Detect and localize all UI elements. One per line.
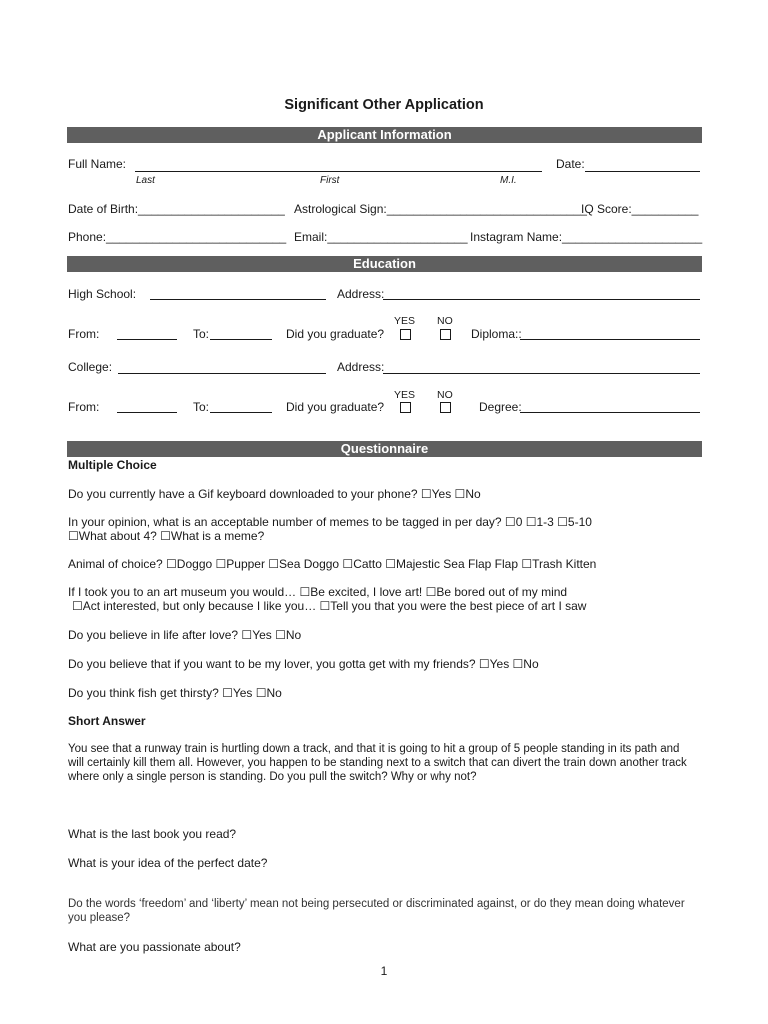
question-art-museum-options[interactable]: ☐Act interested, but only because I like you… ☐Tell you that you were the best piece of art I saw (72, 599, 587, 613)
short-answer-trolley: You see that a runway train is hurtling down a track, and that it is going to hit a group of 5 people standing in its path and will certainly kill them all. However, you happen to be standing next to a switch that can divert the train down another track where only a single person is standing. Do you pull the switch? Why or why not? (68, 743, 687, 783)
date-field[interactable] (585, 171, 700, 172)
hs-graduate-no-checkbox[interactable] (440, 329, 451, 340)
multiple-choice-heading: Multiple Choice (68, 458, 157, 472)
college-from-field[interactable] (117, 412, 177, 413)
hs-to-label: To: (193, 327, 210, 341)
hs-graduate-label: Did you graduate? (286, 327, 385, 341)
hs-graduate-yes-checkbox[interactable] (400, 329, 411, 340)
question-animal-choice[interactable]: Animal of choice? ☐Doggo ☐Pupper ☐Sea Doggo ☐Catto ☐Majestic Sea Flap Flap ☐Trash Kitten (68, 557, 597, 571)
short-answer-freedom: Do the words ‘freedom’ and ‘liberty’ mean not being persecuted or discriminated against, or do they mean doing whatever you please? (68, 898, 685, 924)
iq-score-field[interactable]: IQ Score:__________ (581, 202, 699, 216)
email-field[interactable]: Email:_____________________ (294, 230, 468, 244)
short-answer-last-book: What is the last book you read? (68, 827, 237, 841)
diploma-field[interactable] (520, 339, 700, 340)
college-field[interactable] (118, 373, 326, 374)
college-to-field[interactable] (210, 412, 272, 413)
hs-address-label: Address: (337, 287, 385, 301)
dob-field[interactable]: Date of Birth:______________________ (68, 202, 285, 216)
date-label: Date: (556, 157, 585, 171)
college-address-field[interactable] (383, 373, 700, 374)
degree-field[interactable] (520, 412, 700, 413)
page-number: 1 (380, 964, 388, 978)
question-lover-friends[interactable]: Do you believe that if you want to be my lover, you gotta get with my friends? ☐Yes ☐No (68, 657, 539, 671)
short-answer-perfect-date: What is your idea of the perfect date? (68, 856, 268, 870)
question-memes-options[interactable]: ☐What about 4? ☐What is a meme? (68, 529, 265, 543)
short-answer-heading: Short Answer (68, 714, 146, 728)
hs-no-heading: NO (437, 315, 453, 327)
hs-from-field[interactable] (117, 339, 177, 340)
college-from-label: From: (68, 400, 100, 414)
full-name-label: Full Name: (68, 157, 127, 171)
college-address-label: Address: (337, 360, 385, 374)
first-name-caption: First (320, 175, 340, 186)
last-name-caption: Last (136, 175, 155, 186)
college-label: College: (68, 360, 113, 374)
middle-initial-caption: M.I. (500, 175, 517, 186)
college-yes-heading: YES (394, 389, 416, 401)
question-life-after-love[interactable]: Do you believe in life after love? ☐Yes ☐No (68, 628, 302, 642)
full-name-field[interactable] (135, 171, 542, 172)
hs-from-label: From: (68, 327, 100, 341)
diploma-label: Diploma:: (471, 327, 522, 341)
hs-yes-heading: YES (394, 315, 416, 327)
college-graduate-yes-checkbox[interactable] (400, 402, 411, 413)
college-graduate-label: Did you graduate? (286, 400, 385, 414)
high-school-label: High School: (68, 287, 137, 301)
page-title: Significant Other Application (284, 97, 484, 113)
hs-address-field[interactable] (383, 299, 700, 300)
college-graduate-no-checkbox[interactable] (440, 402, 451, 413)
high-school-field[interactable] (150, 299, 326, 300)
college-no-heading: NO (437, 389, 453, 401)
instagram-field[interactable]: Instagram Name:_____________________ (470, 230, 703, 244)
hs-to-field[interactable] (210, 339, 272, 340)
college-to-label: To: (193, 400, 210, 414)
degree-label: Degree: (479, 400, 522, 414)
question-memes-per-day[interactable]: In your opinion, what is an acceptable number of memes to be tagged in per day? ☐0 ☐1-3 ☐5-10 (68, 515, 592, 529)
question-art-museum[interactable]: If I took you to an art museum you would… ☐Be excited, I love art! ☐Be bored out of my mind (68, 585, 568, 599)
section-header-education: Education (67, 256, 702, 272)
section-header-questionnaire: Questionnaire (67, 441, 702, 457)
question-fish-thirsty[interactable]: Do you think fish get thirsty? ☐Yes ☐No (68, 686, 282, 700)
astrological-sign-field[interactable]: Astrological Sign:______________________________ (294, 202, 587, 216)
phone-field[interactable]: Phone:___________________________ (68, 230, 287, 244)
question-gif-keyboard[interactable]: Do you currently have a Gif keyboard downloaded to your phone? ☐Yes ☐No (68, 487, 481, 501)
short-answer-passionate: What are you passionate about? (68, 940, 241, 954)
section-header-applicant: Applicant Information (67, 127, 702, 143)
